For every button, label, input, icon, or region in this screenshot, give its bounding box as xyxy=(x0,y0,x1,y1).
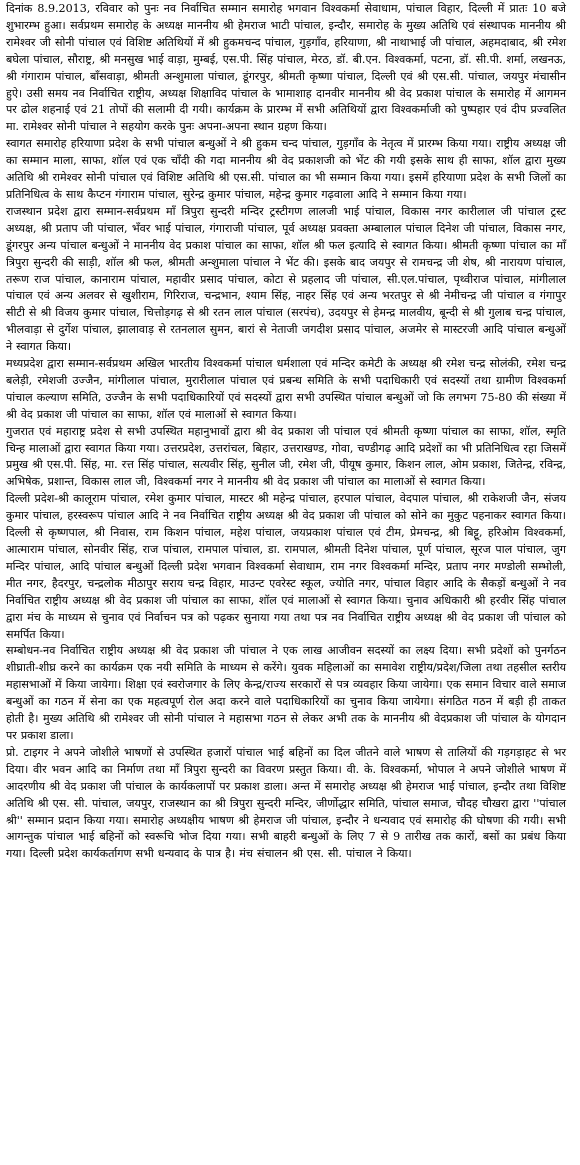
paragraph-rajasthan-welcome: राजस्थान प्रदेश द्वारा सम्मान-सर्वप्रथम माँ त्रिपुरा सुन्दरी मन्दिर ट्रस्टीगण लालजी भाई पांचाल, विकास नगर कारीलाल जी पांचाल ट्रस्ट अध्यक्ष, श्री प्रताप जी पांचाल, भँवर भाई पांचाल, गंगाराजी पांचाल, पूर्व अध्यक्ष प्रवक्ता अम्बालाल पांचाल दिनेश जी पांचाल, विकास नगर, डूंगरपुर अन्य पांचाल बन्धुओं ने माननीय वेद प्रकाश पांचाल का साफा, शॉल श्री फल इत्यादि से स्वागत किया। श्रीमती कृष्णा पांचाल का माँ त्रिपुरा सुन्दरी की साड़ी, शॉल श्री फल, श्रीमती अन्शुमाला पांचाल ने भेंट की। इसके बाद जयपुर से रामचन्द्र जी शेष, श्री नारायण पांचाल, तरूण राज पांचाल, कानाराम पांचाल, महावीर प्रसाद पांचाल, कोटा से प्रहलाद जी पांचाल, सी.एल.पांचाल, पृथ्वीराज पांचाल, मांगीलाल पांचाल एवं अन्य अलवर से खुशीराम, गिरिराज, चन्द्रभान, श्याम सिंह, नाहर सिंह एवं अन्य भरतपुर से श्री नेमीचन्द्र जी पांचाल व गंगापुर सीटी से श्री विजय कुमार पांचाल, चित्तोड़गढ़ से श्री रतन लाल पांचाल (सरपंच), उदयपुर से हेमन्द्र मालवीय, बून्दी से श्री गुलाब चन्द्र पांचाल, भीलवाड़ा से दुर्गेश पांचाल, झालावाड़ से रतनलाल सुमन, बारां से नेताजी जगदीश प्रसाद पांचाल, अजमेर से मास्टरजी आदि पांचाल बन्धुओं ने स्वागत किया। xyxy=(6,204,567,354)
paragraph-gujarat-maharashtra-welcome: गुजरात एवं महाराष्ट्र प्रदेश से सभी उपस्थित महानुभावों द्वारा श्री वेद प्रकाश जी पांचाल एवं श्रीमती कृष्णा पांचाल का साफा, शॉल, स्मृति चिन्ह मालाओं द्वारा स्वागत किया गया। उत्तरप्रदेश, उत्तरांचल, बिहार, उत्तराखण्ड, गोवा, चण्डीगढ़ आदि प्रदेशों का भी प्रतिनिधित्व रहा जिसमें प्रमुख श्री एस.पी. सिंह, मा. रत्त सिंह पांचाल, सत्यवीर सिंह, सुनील जी, रमेश जी, पीयूष कुमार, किशन लाल, ओम प्रकाश, जितेन्द्र, रविन्द्र, अभिषेक, प्रशान्त, विकास लाल जी, विश्वकर्मा नगर ने माननीय श्री वेद प्रकाश जी पांचाल का मालाओं से स्वागत किया। xyxy=(6,424,566,489)
paragraph-delhi-welcome: दिल्ली प्रदेश-श्री कालूराम पांचाल, रमेश कुमार पांचाल, मास्टर श्री महेन्द्र पांचाल, हरपाल पांचाल, वेदपाल पांचाल, श्री राकेशजी जैन, संजय कुमार पांचाल, हरस्वरूप पांचाल आदि ने नव निर्वाचित राष्ट्रीय अध्यक्ष श्री वेद प्रकाश जी पांचाल को सोने का मुकुट पहनाकर स्वागत किया। दिल्ली से कृष्णपाल, श्री निवास, राम किशन पांचाल, महेश पांचाल, जयप्रकाश पांचाल एवं टीम, प्रेमचन्द्र, श्री बिट्टू, हरिओम विश्वकर्मा, आत्माराम पांचाल, सोनवीर सिंह, राज पांचाल, रामपाल पांचाल, डा. रामपाल, श्रीमती दिनेश पांचाल, पूर्ण पांचाल, सूरज पाल पांचाल, जुग मन्दिर पांचाल, आदि पांचाल बन्धुओं दिल्ली प्रदेश भगवान विश्वकर्मा सेवाधाम, राम नगर विश्वकर्मा मन्दिर, प्रताप नगर मण्डोली सम्भोली, मीत नगर, हैदरपुर, चन्द्रलोक मीठापुर सराय चन्द्र विहार, माउन्ट एवरेस्ट स्कूल, ज्योति नगर, पांचाल विहार आदि के सैकड़ों बन्धुओं ने नव निर्वाचित राष्ट्रीय अध्यक्ष श्री वेद प्रकाश जी पांचाल का साफा, शॉल एवं मालाओं से स्वागत किया। चुनाव अधिकारी श्री हरवीर सिंह पांचाल द्वारा मंच के माध्यम से चुनाव एवं निर्वाचन पत्र को पढ़कर सुनाया गया तथा पत्र नव निर्वाचित राष्ट्रीय अध्यक्ष श्री वेद प्रकाश जी पांचाल को समर्पित किया। xyxy=(6,492,566,641)
paragraph-opening-ceremony: दिनांक 8.9.2013, रविवार को पुनः नव निर्वाचित सम्मान समारोह भगवान विश्वकर्मा सेवाधाम, पांचाल विहार, दिल्ली में प्रातः 10 बजे शुभारम्भ हुआ। सर्वप्रथम समारोह के अध्यक्ष माननीय श्री हेमराज भाटी पांचाल, इन्दौर, समारोह के मुख्य अतिथि एवं संस्थापक माननीय श्री रामेश्वर जी सोनी पांचाल एवं विशिष्ट अतिथियों में श्री हुकमचन्द पांचाल, गुड़गाँव, हरियाणा, श्री नाथाभाई जी पांचाल, अहमदाबाद, श्री रमेश बघेला पांचाल, सौराष्ट्र, श्री मनसुख भाई वाड़ा, मुम्बई, एस.पी. सिंह पांचाल, मेरठ, डॉ. बी.एन. विश्वकर्मा, पटना, डॉ. सी.पी. शर्मा, लखनऊ, श्री गंगाराम पांचाल, बाँसवाड़ा, श्रीमती अन्शुमाला पांचाल, डूंगरपुर, श्रीमती कृष्णा पांचाल, दिल्ली एवं श्री एस.सी. पांचाल, जयपुर मंचासीन हुऐ। उसी समय नव निर्वाचित राष्ट्रीय, अध्यक्ष शिक्षाविद पांचाल के भामाशाह दानवीर माननीय श्री वेद प्रकाश पांचाल के समारोह में आगमन पर ढोल शहनाई एवं 21 तोपों की सलामी दी गयी। कार्यक्रम के प्रारम्भ में सभी अतिथियों द्वारा विश्वकर्माजी को पुष्पहार एवं दीप प्रज्वलित मा. रामेश्वर सोनी पांचाल ने सहयोग करके पुनः अपना-अपना स्थान ग्रहण किया। xyxy=(6,2,566,134)
paragraph-madhya-pradesh-welcome: मध्यप्रदेश द्वारा सम्मान-सर्वप्रथम अखिल भारतीय विश्वकर्मा पांचाल धर्मशाला एवं मन्दिर कमेटी के अध्यक्ष श्री रमेश चन्द्र सोलंकी, रमेश चन्द्र बलेड़ी, रमेशजी उज्जैन, मांगीलाल पांचाल, मुरारीलाल पांचाल एवं प्रबन्ध समिति के सभी पदाधिकारी एवं सदस्यों तथा ग्रामीण विश्वकर्मा पांचाल कल्याण समिति, उज्जैन के सभी पदाधिकारियों एवं सदस्यों द्वारा सभी उपस्थित पांचाल बन्धुओं जो कि लगभग 75-80 की संख्या में श्री वेद प्रकाश जी पांचाल का साफा, शॉल एवं मालाओं से स्वागत किया। xyxy=(6,357,566,421)
paragraph-closing: प्रो. टाइगर ने अपने जोशीले भाषणों से उपस्थित हजारों पांचाल भाई बहिनों का दिल जीतने वाले भाषण से तालियों की गड़गड़ाहट से भर दिया। वीर भवन आदि का निर्माण तथा माँ त्रिपुरा सुन्दरी का विवरण प्रस्तुत किया। वी. के. विश्वकर्मा, भोपाल ने अपने जोशीले भाषण में आदरणीय श्री वेद प्रकाश जी पांचाल के कार्यकलापों पर प्रकाश डाला। अन्त में समारोह अध्यक्ष श्री हेमराज भाई पांचाल, इन्दौर तथा विशिष्ट अतिथि श्री एस. सी. पांचाल, जयपुर, राजस्थान का श्री त्रिपुरा सुन्दरी मन्दिर, जीर्णोद्धार समिति, पांचाल समाज, चौदह चौखरा द्वारा ''पांचाल श्री'' सम्मान प्रदान किया गया। समारोह अध्यक्षीय भाषण श्री हेमराज जी पांचाल, इन्दौर ने धन्यवाद एवं समारोह की घोषणा की गयी। सभी आगन्तुक पांचाल भाई बहिनों को स्वरूचि भोज दिया गया। सभी बाहरी बन्धुओं के लिए 7 से 9 तारीख तक कारों, बसों का प्रबंध किया गया। दिल्ली प्रदेश कार्यकर्तागण सभी धन्यवाद के पात्र है। मंच संचालन श्री एस. सी. पांचाल ने किया। xyxy=(6,745,566,861)
paragraph-address: सम्बोधन-नव निर्वाचित राष्ट्रीय अध्यक्ष श्री वेद प्रकाश जी पांचाल ने एक लाख आजीवन सदस्यों का लक्ष्य दिया। सभी प्रदेशों को पुनर्गठन शीघ्राती-शीघ्र करने का कार्यक्रम एक नयी समिति के माध्यम से करेंगे। युवक महिलाओं का समावेश राष्ट्रीय/प्रदेश/जिला तथा तहसील स्तरीय महासभाओं में किया जायेगा। शिक्षा एवं स्वरोजगार के लिए केन्द्र/राज्य सरकारों से पत्र व्यवहार किया जायेगा। एक समान विचार वाले समाज बन्धुओं का गठन में सेना का एक महत्वपूर्ण रोल अदा करने वाले पदाधिकारियों का चुनाव किया जायेगा। संगठित गठन में बड़ी ही ताकत होती है। मुख्य अतिथि श्री रामेश्वर जी सोनी पांचाल ने महासभा गठन से लेकर अभी तक के माननीय श्री वेदप्रकाश जी पांचाल के योगदान पर प्रकाश डाला। xyxy=(6,644,566,742)
paragraph-haryana-welcome: स्वागत समारोह हरियाणा प्रदेश के सभी पांचाल बन्धुओं ने श्री हुकम चन्द पांचाल, गुड़गाँव के नेतृत्व में प्रारम्भ किया गया। राष्ट्रीय अध्यक्ष जी का सम्मान माला, साफा, शॉल एवं एक चाँदी की गदा माननीय श्री वेद प्रकाशजी को भेंट की गयी इसके साथ ही साफा, शॉल द्वारा मुख्य अतिथि श्री रामेश्वर सोनी पांचाल एवं विशिष्ट अतिथि श्री एस.सी. पांचाल का भी सम्मान किया गया। इसमें हरियाणा प्रदेश के सभी जिलों का प्रतिनिधित्व के साथ कैप्टन गंगाराम पांचाल, सुरेन्द्र कुमार पांचाल, महेन्द्र कुमार गढ़वाला आदि ने सम्मान किया गया। xyxy=(6,137,566,201)
